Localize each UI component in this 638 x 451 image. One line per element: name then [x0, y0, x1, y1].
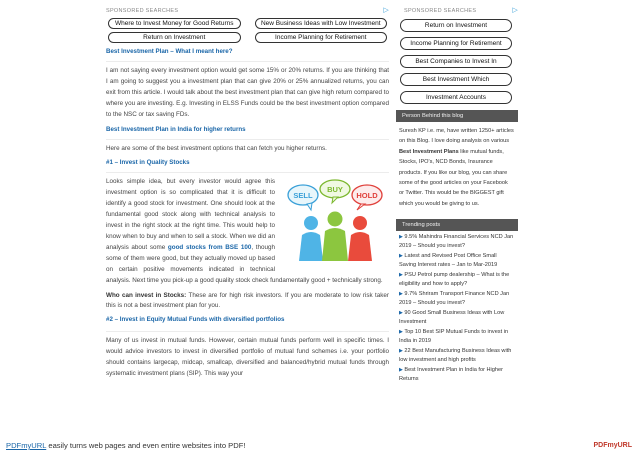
- trending-item[interactable]: ▶ Top 10 Best SIP Mutual Funds to invest in India in 2019: [399, 329, 509, 345]
- side-ad-pill-which[interactable]: Best Investment Which: [400, 73, 512, 86]
- main-article: [106, 8, 389, 380]
- sell-bubble: [288, 185, 318, 210]
- arrow-icon: ▶: [399, 234, 403, 241]
- trending-widget-heading: Trending posts: [396, 219, 518, 231]
- paragraph-options: Here are some of the best investment options that can fetch you higher returns.: [106, 144, 327, 152]
- arrow-icon: ▶: [399, 272, 403, 279]
- sidebar: [396, 8, 518, 385]
- hold-label: HOLD: [356, 191, 378, 201]
- side-ad-pill-retirement[interactable]: Income Planning for Retirement: [400, 37, 512, 50]
- trending-list: [396, 231, 518, 384]
- section-heading-quality-stocks[interactable]: #1 – Invest in Quality Stocks: [106, 159, 190, 167]
- figure-right: [348, 216, 372, 261]
- person-widget-text: Suresh KP i.e. me, have written 1250+ articles on this Blog. I love doing analysis on various Best Investment Plans like mutual funds, Stocks, IPO's, NCD Bonds, Insurance products. If you like our blog, you can share some of the good articles on your Facebook or Twitter. This would be the BIGGEST gift which you would be giving to us.: [399, 128, 514, 207]
- who-label: Who can invest in Stocks:: [106, 291, 187, 299]
- buy-label: BUY: [327, 185, 343, 195]
- side-ad-pill-accounts[interactable]: Investment Accounts: [400, 91, 512, 104]
- side-ad-pill-return[interactable]: Return on Investment: [400, 19, 512, 32]
- trending-item[interactable]: ▶ Best Investment Plan in India for Higher Returns: [399, 367, 503, 383]
- side-ad-pill-companies[interactable]: Best Companies to Invest In: [400, 55, 512, 68]
- adchoices-icon[interactable]: ▷: [512, 7, 518, 14]
- ad-pill-retirement[interactable]: Income Planning for Retirement: [255, 32, 388, 43]
- arrow-icon: ▶: [399, 348, 403, 355]
- figure-left: [299, 216, 323, 261]
- arrow-icon: ▶: [399, 329, 403, 336]
- sidebar-ad-list: [396, 19, 518, 104]
- divider: [106, 61, 389, 62]
- trending-item[interactable]: ▶ 90 Good Small Business Ideas with Low Investment: [399, 310, 505, 326]
- section-heading-what-meant[interactable]: Best Investment Plan – What I meant here?: [106, 48, 233, 55]
- sell-buy-hold-image: [281, 179, 389, 263]
- section-heading-mutual-funds[interactable]: #2 – Invest in Equity Mutual Funds with diversified portfolios: [106, 316, 285, 324]
- section-heading-higher-returns[interactable]: Best Investment Plan in India for higher returns: [106, 125, 246, 133]
- ad-pill-invest-money[interactable]: Where to Invest Money for Good Returns: [108, 18, 241, 29]
- hold-bubble: [352, 185, 382, 210]
- divider: [106, 172, 389, 173]
- pdfmyurl-link[interactable]: PDFmyURL: [6, 441, 47, 450]
- sell-label: SELL: [293, 191, 313, 201]
- pdfmyurl-logo[interactable]: PDFmyURL: [593, 442, 632, 449]
- person-widget-heading: Person Behind this blog: [396, 110, 518, 122]
- arrow-icon: ▶: [399, 291, 403, 298]
- buy-bubble: [320, 180, 350, 203]
- arrow-icon: ▶: [399, 253, 403, 260]
- sidebar-sponsored-label: SPONSORED SEARCHES ▷: [404, 7, 518, 14]
- trending-item[interactable]: ▶ Latest and Revised Post Office Small Saving Interest rates – Jan to Mar-2019: [399, 253, 498, 269]
- sell-buy-hold-illustration: [281, 179, 389, 263]
- arrow-icon: ▶: [399, 310, 403, 317]
- arrow-icon: ▶: [399, 367, 403, 374]
- trending-item[interactable]: ▶ 9.7% Shriram Transport Finance NCD Jan 2019 – Should you invest?: [399, 291, 510, 307]
- paragraph-mutual-funds: Many of us invest in mutual funds. However, certain mutual funds perform well in specific times. I would advice investors to invest in diversified portfolio of mutual fund schemes i.e. your portfolio should contains largecap, midcap, smallcap, diversified and balanced/hybrid mutual funds through systematic investment plans (SIP). This way your: [106, 337, 389, 378]
- trending-item[interactable]: ▶ PSU Petrol pump dealership – What is the eligibility and how to apply?: [399, 272, 510, 288]
- divider: [106, 331, 389, 332]
- adchoices-icon[interactable]: ▷: [383, 7, 389, 14]
- footer-text: PDFmyURL easily turns web pages and even entire websites into PDF!: [6, 441, 246, 450]
- ad-pill-return-on-investment[interactable]: Return on Investment: [108, 32, 241, 43]
- divider: [106, 139, 389, 140]
- trending-item[interactable]: ▶ 9.5% Mahindra Financial Services NCD Jan 2019 – Should you invest?: [399, 234, 514, 250]
- ad-pill-grid: [106, 18, 389, 43]
- paragraph-intro: I am not saying every investment option would get some 15% or 20% returns. If you are thinking that I am going to suggest you a investment plan that can give 20% or 25% annualized returns, you can exit from this article. I would talk about the best investment plan that can give high return compared to where you are investing. E.g. Investing in ELSS Funds could be the best investment option compared to the NSC or tax saving FDs.: [106, 67, 389, 118]
- paragraph-stocks: SELL BUY HOLD Looks simple idea, but every investor would agree this investment option is so complicated that it is difficult to identify a good stock for investment. One should look at the fundamental good stock along with technical analysis to invest in the right stock at the right time. This would help to know when to buy and when to sell a stock. When we did an analysis about some good stocks from BSE 100, though some of them were good, but they actually moved up based on certain positive movements indicated in technical analysis. Next time you pick-up a good quality stock check fundamentally good + technically strong.: [106, 177, 389, 286]
- sponsored-searches-label: SPONSORED SEARCHES ▷: [106, 7, 389, 14]
- trending-item[interactable]: ▶ 22 Best Manufacturing Business Ideas with low investment and high profits: [399, 348, 512, 364]
- ad-pill-business-ideas[interactable]: New Business Ideas with Low Investment: [255, 18, 388, 29]
- pdfmyurl-footer: [0, 440, 638, 451]
- paragraph-who-can-invest: Who can invest in Stocks: These are for high risk investors. If you are moderate to low risk taker this is not a best investment plan for you.: [106, 291, 389, 310]
- figure-middle: [322, 212, 348, 262]
- good-stocks-link[interactable]: good stocks from BSE 100: [167, 243, 252, 251]
